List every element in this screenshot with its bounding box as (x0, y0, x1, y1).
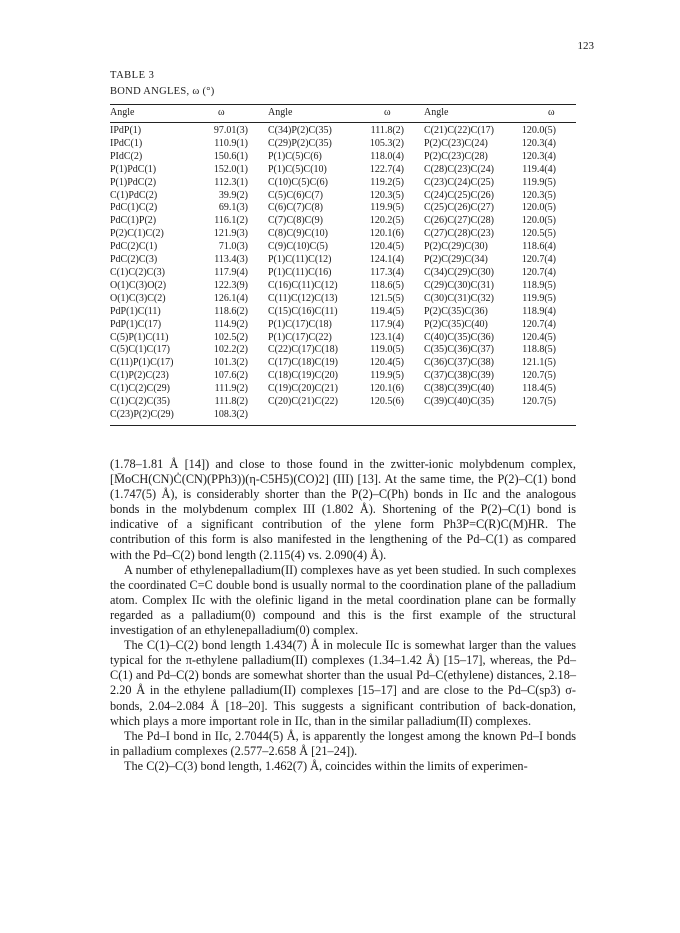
omega-cell: 150.6(1) (213, 150, 248, 162)
angle-cell: C(17)C(18)C(19) (268, 357, 338, 369)
angle-cell: IPdP(1) (110, 125, 142, 136)
omega-cell: 71.0(3) (218, 241, 248, 253)
omega-cell: 118.6(2) (214, 305, 248, 317)
angle-cell: P(2)C(35)C(36) (424, 305, 488, 317)
omega-cell: 120.7(4) (521, 266, 556, 278)
omega-cell: 121.1(5) (521, 357, 556, 369)
header-omega: ω (218, 107, 225, 119)
omega-cell: 108.3(2) (213, 408, 248, 420)
omega-cell: 107.6(2) (213, 370, 248, 382)
angle-cell: C(9)C(10)C(5) (268, 241, 328, 253)
table-row (110, 241, 576, 254)
angle-cell: IPdC(1) (110, 137, 143, 149)
angle-cell: C(35)C(36)C(37) (424, 344, 494, 356)
angle-cell: P(1)C(11)C(12) (268, 254, 332, 266)
angle-cell: C(1)PdC(2) (110, 189, 158, 201)
omega-cell: 97.01(3) (213, 125, 248, 136)
angle-cell: PdC(1)P(2) (110, 215, 157, 227)
table-row (110, 306, 576, 319)
omega-cell: 152.0(1) (213, 163, 248, 175)
omega-cell: 111.8(2) (370, 125, 404, 136)
omega-cell: 120.1(6) (369, 228, 404, 240)
table-row (110, 280, 576, 293)
table-row (110, 267, 576, 280)
angle-cell: C(30)C(31)C(32) (424, 292, 494, 304)
angle-cell: C(18)C(19)C(20) (268, 370, 338, 382)
table-row (110, 177, 576, 190)
omega-cell: 120.7(4) (521, 318, 556, 330)
angle-cell: PdP(1)C(17) (110, 318, 162, 330)
omega-cell: 120.3(4) (521, 150, 556, 162)
omega-cell: 120.3(4) (521, 137, 556, 149)
angle-cell: P(2)C(23)C(28) (424, 150, 488, 162)
table-row (110, 319, 576, 332)
omega-cell: 120.7(5) (521, 370, 556, 382)
omega-cell: 119.9(5) (370, 202, 404, 214)
omega-cell: 102.2(2) (213, 344, 248, 356)
omega-cell: 116.1(2) (214, 215, 248, 227)
omega-cell: 119.0(5) (370, 344, 404, 356)
omega-cell (518, 409, 576, 425)
omega-cell: 119.4(4) (522, 163, 556, 175)
angle-cell: C(40)C(35)C(36) (424, 331, 494, 343)
omega-cell: 111.8(2) (214, 396, 248, 408)
omega-cell: 126.1(4) (213, 292, 248, 304)
paragraph: The C(1)–C(2) bond length 1.434(7) Å in molecule IIc is somewhat larger than the values typical for the π-ethylene palladium(II) complexes (1.34–1.42 Å) [15–17], whereas, the Pd–C(1) and Pd–C(2) bonds are somewhat shorter than the usual Pd–C(ethylene) distances, 2.18–2.20 Å in the ethylene palladium(II) complexes [15–17] and are close to the Pd–C(sp3) σ-bonds, 2.04–2.084 Å [18–20]. This suggests a significant contribution of back-donation, which plays a more important role in IIc, than in the similar palladium(II) complexes. (110, 638, 576, 728)
angle-cell: C(1)C(2)C(35) (110, 396, 170, 408)
angle-cell: C(23)C(24)C(25) (424, 176, 494, 188)
omega-cell: 118.4(5) (522, 383, 556, 395)
header-omega: ω (548, 107, 555, 119)
paragraph: The Pd–I bond in IIc, 2.7044(5) Å, is apparently the longest among the known Pd–I bonds in palladium complexes (2.577–2.658 Å [21–24]). (110, 728, 576, 758)
angle-cell: C(5)C(6)C(7) (268, 189, 323, 201)
angle-cell: P(1)C(5)C(6) (268, 150, 322, 162)
angle-cell: C(25)C(26)C(27) (424, 202, 494, 214)
angle-cell: O(1)C(3)C(2) (110, 292, 166, 304)
omega-cell: 122.3(9) (213, 279, 248, 291)
omega-cell: 124.1(4) (369, 254, 404, 266)
omega-cell: 120.0(5) (521, 215, 556, 227)
angle-cell: C(29)P(2)C(35) (268, 137, 332, 149)
table-row (110, 344, 576, 357)
angle-cell: C(16)C(11)C(12) (268, 279, 338, 291)
omega-cell: 114.9(2) (214, 318, 248, 330)
angle-cell: PdP(1)C(11) (110, 305, 161, 317)
table-row (110, 215, 576, 228)
omega-cell: 118.6(4) (522, 241, 556, 253)
angle-cell: PdC(2)C(3) (110, 254, 158, 266)
angle-cell: P(2)C(29)C(34) (424, 254, 488, 266)
angle-cell: C(19)C(20)C(21) (268, 383, 338, 395)
angle-cell: P(2)C(23)C(24) (424, 137, 488, 149)
header-angle: Angle (268, 107, 293, 119)
angle-cell: C(8)C(9)C(10) (268, 228, 328, 240)
angle-cell: P(1)C(17)C(22) (268, 331, 332, 343)
table-row (110, 202, 576, 215)
angle-cell: C(28)C(23)C(24) (424, 163, 494, 175)
angle-cell: C(6)C(7)C(8) (268, 202, 323, 214)
header-omega: ω (384, 107, 391, 119)
omega-cell: 117.3(4) (370, 266, 404, 278)
omega-cell: 119.9(5) (370, 370, 404, 382)
angle-cell: C(1)C(2)C(29) (110, 383, 170, 395)
omega-cell: 122.7(4) (369, 163, 404, 175)
angle-cell: P(2)C(1)C(2) (110, 228, 164, 240)
page-number: 123 (577, 40, 594, 52)
table-row (110, 138, 576, 151)
angle-cell: C(26)C(27)C(28) (424, 215, 494, 227)
omega-cell: 119.9(5) (522, 292, 556, 304)
omega-cell: 123.1(4) (369, 331, 404, 343)
omega-cell: 118.9(4) (522, 305, 556, 317)
angle-cell: O(1)C(3)O(2) (110, 279, 167, 291)
table-row (110, 254, 576, 267)
angle-cell: C(7)C(8)C(9) (268, 215, 323, 227)
omega-cell: 119.2(5) (370, 176, 404, 188)
angle-cell: C(21)C(22)C(17) (424, 125, 494, 136)
angle-cell: PIdC(2) (110, 150, 143, 162)
table-body (110, 123, 576, 426)
angle-cell: C(39)C(40)C(35) (424, 396, 494, 408)
table-row (110, 123, 576, 138)
omega-cell: 120.4(5) (369, 357, 404, 369)
omega-cell: 111.9(2) (214, 383, 248, 395)
angle-cell: P(1)C(11)C(16) (268, 266, 332, 278)
angle-cell: C(5)C(1)C(17) (110, 344, 170, 356)
angle-cell: P(2)C(29)C(30) (424, 241, 488, 253)
omega-cell: 120.7(5) (521, 396, 556, 408)
angle-cell: C(34)P(2)C(35) (268, 125, 332, 136)
omega-cell: 105.3(2) (369, 137, 404, 149)
table-row (110, 370, 576, 383)
angle-cell: C(27)C(28)C(23) (424, 228, 494, 240)
table-row (110, 228, 576, 241)
omega-cell: 120.7(4) (521, 254, 556, 266)
angle-cell: PdC(1)C(2) (110, 202, 158, 214)
angle-cell: C(15)C(16)C(11) (268, 305, 338, 317)
table-row (110, 293, 576, 306)
omega-cell: 118.8(5) (522, 344, 556, 356)
article-body (110, 457, 576, 774)
table-row (110, 357, 576, 370)
omega-cell: 113.4(3) (214, 254, 248, 266)
table-row (110, 396, 576, 409)
omega-cell: 120.2(5) (369, 215, 404, 227)
angle-cell: C(1)C(2)C(3) (110, 266, 165, 278)
angle-cell (424, 409, 518, 425)
angle-cell (268, 409, 354, 425)
omega-cell: 121.5(5) (369, 292, 404, 304)
angle-cell: C(5)P(1)C(11) (110, 331, 169, 343)
omega-cell: 120.0(5) (521, 125, 556, 136)
angle-cell: P(1)PdC(2) (110, 176, 157, 188)
angle-cell: PdC(2)C(1) (110, 241, 158, 253)
angle-cell: C(11)C(12)C(13) (268, 292, 338, 304)
table-header-row (110, 105, 576, 123)
table-caption: BOND ANGLES, ω (°) (110, 86, 215, 97)
angle-cell: C(10)C(5)C(6) (268, 176, 328, 188)
paragraph: The C(2)–C(3) bond length, 1.462(7) Å, coincides within the limits of experimen- (124, 758, 528, 773)
omega-cell: 118.9(5) (522, 279, 556, 291)
omega-cell: 121.9(3) (213, 228, 248, 240)
omega-cell (354, 409, 424, 425)
table-row (110, 190, 576, 203)
omega-cell: 120.1(6) (369, 383, 404, 395)
header-angle: Angle (424, 107, 449, 119)
omega-cell: 112.3(1) (214, 176, 248, 188)
table-row (110, 332, 576, 345)
angle-cell: C(20)C(21)C(22) (268, 396, 338, 408)
omega-cell: 117.9(4) (214, 266, 248, 278)
table-row (110, 151, 576, 164)
bond-angles-table (110, 104, 576, 426)
table-row (110, 164, 576, 177)
header-angle: Angle (110, 107, 135, 119)
angle-cell: C(24)C(25)C(26) (424, 189, 494, 201)
angle-cell: C(1)P(2)C(23) (110, 370, 169, 382)
table-title: TABLE 3 (110, 70, 155, 81)
table-row (110, 383, 576, 396)
angle-cell: C(37)C(38)C(39) (424, 370, 494, 382)
angle-cell: P(1)PdC(1) (110, 163, 157, 175)
angle-cell: C(11)P(1)C(17) (110, 357, 174, 369)
omega-cell: 120.3(5) (521, 189, 556, 201)
angle-cell: P(2)C(35)C(40) (424, 318, 488, 330)
angle-cell: C(22)C(17)C(18) (268, 344, 338, 356)
omega-cell: 120.5(5) (521, 228, 556, 240)
angle-cell: C(34)C(29)C(30) (424, 266, 494, 278)
omega-cell: 118.6(5) (370, 279, 404, 291)
omega-cell: 119.4(5) (370, 305, 404, 317)
omega-cell: 118.0(4) (370, 150, 404, 162)
angle-cell: P(1)C(5)C(10) (268, 163, 327, 175)
angle-cell: C(23)P(2)C(29) (110, 408, 174, 420)
omega-cell: 120.0(5) (521, 202, 556, 214)
paragraph: (1.78–1.81 Å [14]) and close to those found in the zwitter-ionic molybdenum complex, [M̄oCH(CN)Ċ(CN)(PPh3))(η-C5H5)(CO)2] (III) [13]. At the same time, the P(2)–C(1) bond (1.747(5) Å), is considerably shorter than the P(2)–C(Ph) bonds in IIc and the analogous bonds in the molybdenum complex III (1.802 Å). Shortening of the P(2)–C(1) bond is indicative of a significant contribution of the ylene form Ph3P=C(R)C(M)HR. The contribution of this form is also manifested in the lengthening of the Pd–C(1) as compared with the Pd–C(2) bond length (2.115(4) vs. 2.090(4) Å). (110, 457, 576, 562)
table-row (110, 409, 576, 425)
omega-cell: 120.4(5) (521, 331, 556, 343)
angle-cell: P(1)C(17)C(18) (268, 318, 332, 330)
omega-cell: 69.1(3) (218, 202, 248, 214)
omega-cell: 102.5(2) (213, 331, 248, 343)
angle-cell: C(38)C(39)C(40) (424, 383, 494, 395)
angle-cell: C(29)C(30)C(31) (424, 279, 494, 291)
omega-cell: 117.9(4) (370, 318, 404, 330)
omega-cell: 119.9(5) (522, 176, 556, 188)
omega-cell: 120.3(5) (369, 189, 404, 201)
omega-cell: 120.5(6) (369, 396, 404, 408)
omega-cell: 120.4(5) (369, 241, 404, 253)
omega-cell: 39.9(2) (218, 189, 248, 201)
omega-cell: 101.3(2) (213, 357, 248, 369)
paragraph: A number of ethylenepalladium(II) complexes have as yet been studied. In such complexes the coordinated C=C double bond is usually normal to the coordination plane of the palladium atom. Complex IIc with the olefinic ligand in the metal coordination plane can be formally regarded as a palladium(0) compound and this is the first example of the structural investigation of an ethylenepalladium(0) complex. (110, 562, 576, 638)
omega-cell: 110.9(1) (214, 137, 248, 149)
angle-cell: C(36)C(37)C(38) (424, 357, 494, 369)
